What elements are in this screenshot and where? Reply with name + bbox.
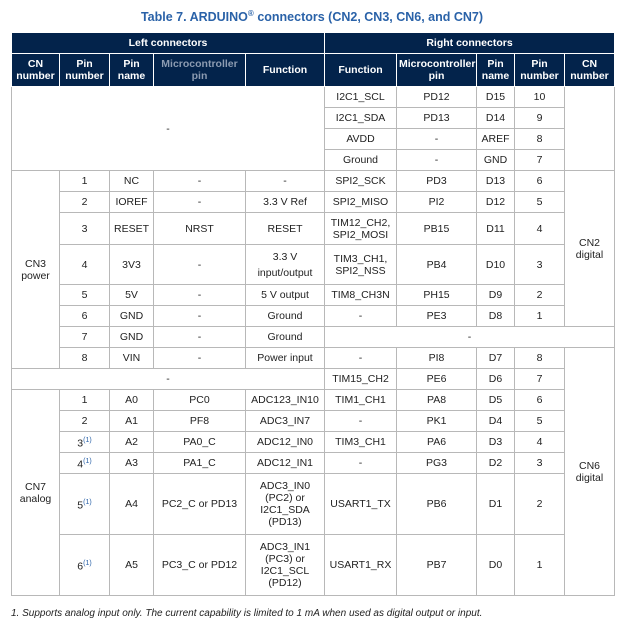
right-pin-name: D0 bbox=[477, 535, 515, 596]
left-mcu-pin: - bbox=[154, 348, 246, 369]
right-mcu-pin: PA8 bbox=[397, 390, 477, 411]
left-empty-cell: - bbox=[12, 369, 325, 390]
right-pin-number: 3 bbox=[515, 245, 565, 285]
right-function: - bbox=[325, 348, 397, 369]
left-function: ADC3_IN1 (PC3) or I2C1_SCL (PD12) bbox=[246, 535, 325, 596]
right-function: I2C1_SCL bbox=[325, 87, 397, 108]
left-pin-number: 8 bbox=[60, 348, 110, 369]
right-empty-cell: - bbox=[325, 327, 615, 348]
right-function: SPI2_MISO bbox=[325, 192, 397, 213]
right-function: TIM3_CH1, SPI2_NSS bbox=[325, 245, 397, 285]
left-pin-name: GND bbox=[110, 327, 154, 348]
left-empty-cell: - bbox=[12, 87, 325, 171]
right-pin-number: 2 bbox=[515, 285, 565, 306]
right-mcu-pin: PH15 bbox=[397, 285, 477, 306]
right-pin-name: D7 bbox=[477, 348, 515, 369]
left-mcu-pin: PF8 bbox=[154, 411, 246, 432]
right-pin-number: 6 bbox=[515, 171, 565, 192]
table-footnote: 1. Supports analog input only. The current capability is limited to 1 mA when used as digital output or input. bbox=[11, 608, 483, 619]
left-pin-name: A0 bbox=[110, 390, 154, 411]
table-row bbox=[12, 453, 615, 474]
left-function: 3.3 V input/output bbox=[246, 245, 325, 285]
right-mcu-pin: PB15 bbox=[397, 213, 477, 245]
left-function: Ground bbox=[246, 327, 325, 348]
table-row bbox=[12, 171, 615, 192]
right-pin-number: 2 bbox=[515, 474, 565, 535]
table-row bbox=[12, 390, 615, 411]
left-pin-name: A1 bbox=[110, 411, 154, 432]
right-mcu-pin: - bbox=[397, 129, 477, 150]
pin-number-value: 3 bbox=[77, 437, 84, 450]
left-pin-name: RESET bbox=[110, 213, 154, 245]
right-pin-number: 5 bbox=[515, 192, 565, 213]
table-row bbox=[12, 432, 615, 453]
right-pin-name: D12 bbox=[477, 192, 515, 213]
right-pin-name: D2 bbox=[477, 453, 515, 474]
left-pin-name: A2 bbox=[110, 432, 154, 453]
left-pin-name: IOREF bbox=[110, 192, 154, 213]
right-mcu-pin: PE3 bbox=[397, 306, 477, 327]
col-right-mcu-pin: Microcontroller pin bbox=[397, 54, 477, 87]
left-pin-name: A5 bbox=[110, 535, 154, 596]
left-pin-number: 1 bbox=[60, 171, 110, 192]
left-pin-number bbox=[60, 432, 110, 453]
right-cn-empty bbox=[565, 87, 615, 171]
right-function: - bbox=[325, 411, 397, 432]
right-function: TIM3_CH1 bbox=[325, 432, 397, 453]
right-pin-name: GND bbox=[477, 150, 515, 171]
table-row bbox=[12, 245, 615, 285]
right-mcu-pin: PD3 bbox=[397, 171, 477, 192]
left-function: ADC3_IN7 bbox=[246, 411, 325, 432]
col-left-mcu-pin: Microcontroller pin bbox=[154, 54, 246, 87]
left-function: RESET bbox=[246, 213, 325, 245]
left-function: ADC12_IN0 bbox=[246, 432, 325, 453]
col-right-pin-number: Pin number bbox=[515, 54, 565, 87]
left-mcu-pin: - bbox=[154, 245, 246, 285]
cn7-analog-label: CN7 analog bbox=[12, 390, 60, 596]
left-mcu-pin: PA1_C bbox=[154, 453, 246, 474]
right-function: - bbox=[325, 306, 397, 327]
footnote-ref: (1) bbox=[83, 457, 92, 465]
right-function: - bbox=[325, 453, 397, 474]
right-pin-number: 1 bbox=[515, 535, 565, 596]
right-pin-name: D1 bbox=[477, 474, 515, 535]
left-pin-name: GND bbox=[110, 306, 154, 327]
table-row bbox=[12, 306, 615, 327]
right-mcu-pin: PB6 bbox=[397, 474, 477, 535]
left-pin-number bbox=[60, 535, 110, 596]
left-mcu-pin: - bbox=[154, 285, 246, 306]
right-pin-number: 7 bbox=[515, 150, 565, 171]
left-function: - bbox=[246, 171, 325, 192]
right-pin-name: AREF bbox=[477, 129, 515, 150]
right-mcu-pin: PD12 bbox=[397, 87, 477, 108]
right-pin-name: D8 bbox=[477, 306, 515, 327]
right-pin-number: 1 bbox=[515, 306, 565, 327]
col-right-function: Function bbox=[325, 54, 397, 87]
right-function: TIM12_CH2, SPI2_MOSI bbox=[325, 213, 397, 245]
right-pin-number: 9 bbox=[515, 108, 565, 129]
left-function: ADC123_IN10 bbox=[246, 390, 325, 411]
left-pin-name: NC bbox=[110, 171, 154, 192]
right-mcu-pin: PB7 bbox=[397, 535, 477, 596]
right-pin-name: D4 bbox=[477, 411, 515, 432]
right-pin-number: 4 bbox=[515, 432, 565, 453]
table-row bbox=[12, 285, 615, 306]
right-function: USART1_RX bbox=[325, 535, 397, 596]
caption-reg-mark: ® bbox=[247, 9, 254, 18]
right-pin-number: 8 bbox=[515, 348, 565, 369]
right-pin-name: D5 bbox=[477, 390, 515, 411]
right-pin-number: 4 bbox=[515, 213, 565, 245]
col-left-pin-name: Pin name bbox=[110, 54, 154, 87]
right-pin-name: D11 bbox=[477, 213, 515, 245]
right-pin-number: 5 bbox=[515, 411, 565, 432]
right-connectors-header: Right connectors bbox=[325, 33, 615, 54]
left-connectors-header: Left connectors bbox=[12, 33, 325, 54]
right-mcu-pin: PA6 bbox=[397, 432, 477, 453]
right-function: SPI2_SCK bbox=[325, 171, 397, 192]
right-function: TIM8_CH3N bbox=[325, 285, 397, 306]
right-function: TIM15_CH2 bbox=[325, 369, 397, 390]
right-mcu-pin: PB4 bbox=[397, 245, 477, 285]
right-mcu-pin: PE6 bbox=[397, 369, 477, 390]
table-row bbox=[12, 474, 615, 535]
left-pin-number: 7 bbox=[60, 327, 110, 348]
left-pin-name: 3V3 bbox=[110, 245, 154, 285]
pin-number-value: 6 bbox=[77, 560, 84, 573]
left-function: 3.3 V Ref bbox=[246, 192, 325, 213]
pin-number-value: 4 bbox=[77, 458, 84, 471]
table-row bbox=[12, 411, 615, 432]
right-pin-name: D3 bbox=[477, 432, 515, 453]
left-function: Power input bbox=[246, 348, 325, 369]
left-function: ADC12_IN1 bbox=[246, 453, 325, 474]
left-pin-number bbox=[60, 474, 110, 535]
table-row bbox=[12, 327, 615, 348]
footnote-ref: (1) bbox=[83, 436, 92, 444]
col-left-pin-number: Pin number bbox=[60, 54, 110, 87]
right-pin-name: D10 bbox=[477, 245, 515, 285]
footnote-ref: (1) bbox=[83, 498, 92, 506]
right-function: Ground bbox=[325, 150, 397, 171]
pin-number-value: 5 bbox=[77, 499, 84, 512]
col-right-pin-name: Pin name bbox=[477, 54, 515, 87]
caption-brand: ARDUINO bbox=[189, 10, 248, 25]
right-function: TIM1_CH1 bbox=[325, 390, 397, 411]
left-function: 5 V output bbox=[246, 285, 325, 306]
cn2-digital-label: CN2 digital bbox=[565, 171, 615, 327]
left-function: ADC3_IN0 (PC2) or I2C1_SDA (PD13) bbox=[246, 474, 325, 535]
right-function: AVDD bbox=[325, 129, 397, 150]
right-pin-name: D14 bbox=[477, 108, 515, 129]
right-mcu-pin: PI2 bbox=[397, 192, 477, 213]
left-mcu-pin: PC2_C or PD13 bbox=[154, 474, 246, 535]
col-right-cn-number: CN number bbox=[565, 54, 615, 87]
right-pin-name: D15 bbox=[477, 87, 515, 108]
left-pin-name: A4 bbox=[110, 474, 154, 535]
left-mcu-pin: - bbox=[154, 306, 246, 327]
cn3-power-label: CN3 power bbox=[12, 171, 60, 369]
left-mcu-pin: NRST bbox=[154, 213, 246, 245]
right-function: I2C1_SDA bbox=[325, 108, 397, 129]
left-pin-number: 1 bbox=[60, 390, 110, 411]
right-pin-number: 3 bbox=[515, 453, 565, 474]
left-pin-name: VIN bbox=[110, 348, 154, 369]
right-mcu-pin: PG3 bbox=[397, 453, 477, 474]
right-mcu-pin: - bbox=[397, 150, 477, 171]
left-pin-number bbox=[60, 453, 110, 474]
col-left-function: Function bbox=[246, 54, 325, 87]
left-pin-number: 3 bbox=[60, 213, 110, 245]
left-mcu-pin: PC0 bbox=[154, 390, 246, 411]
left-pin-number: 6 bbox=[60, 306, 110, 327]
arduino-connectors-table bbox=[11, 32, 615, 596]
left-pin-number: 4 bbox=[60, 245, 110, 285]
caption-suffix: connectors (CN2, CN3, CN6, and CN7) bbox=[257, 10, 484, 25]
caption-prefix: Table 7. bbox=[140, 10, 187, 25]
table-row bbox=[12, 87, 615, 108]
left-pin-number: 5 bbox=[60, 285, 110, 306]
right-mcu-pin: PD13 bbox=[397, 108, 477, 129]
right-pin-number: 10 bbox=[515, 87, 565, 108]
cn6-digital-label: CN6 digital bbox=[565, 348, 615, 596]
right-function: USART1_TX bbox=[325, 474, 397, 535]
left-function: Ground bbox=[246, 306, 325, 327]
table-row bbox=[12, 369, 615, 390]
right-pin-number: 7 bbox=[515, 369, 565, 390]
left-mcu-pin: PC3_C or PD12 bbox=[154, 535, 246, 596]
table-row bbox=[12, 535, 615, 596]
left-pin-name: 5V bbox=[110, 285, 154, 306]
left-mcu-pin: - bbox=[154, 171, 246, 192]
column-header-row bbox=[12, 54, 615, 87]
right-pin-number: 6 bbox=[515, 390, 565, 411]
right-pin-name: D6 bbox=[477, 369, 515, 390]
left-mcu-pin: - bbox=[154, 192, 246, 213]
table-row bbox=[12, 213, 615, 245]
right-pin-name: D9 bbox=[477, 285, 515, 306]
col-left-cn-number: CN number bbox=[12, 54, 60, 87]
table-row bbox=[12, 192, 615, 213]
right-mcu-pin: PI8 bbox=[397, 348, 477, 369]
footnote-ref: (1) bbox=[83, 559, 92, 567]
left-pin-name: A3 bbox=[110, 453, 154, 474]
left-mcu-pin: - bbox=[154, 327, 246, 348]
left-pin-number: 2 bbox=[60, 411, 110, 432]
group-header-row bbox=[12, 33, 615, 54]
left-mcu-pin: PA0_C bbox=[154, 432, 246, 453]
right-pin-name: D13 bbox=[477, 171, 515, 192]
left-pin-number: 2 bbox=[60, 192, 110, 213]
right-mcu-pin: PK1 bbox=[397, 411, 477, 432]
table-caption bbox=[0, 9, 624, 24]
right-pin-number: 8 bbox=[515, 129, 565, 150]
table-row bbox=[12, 348, 615, 369]
